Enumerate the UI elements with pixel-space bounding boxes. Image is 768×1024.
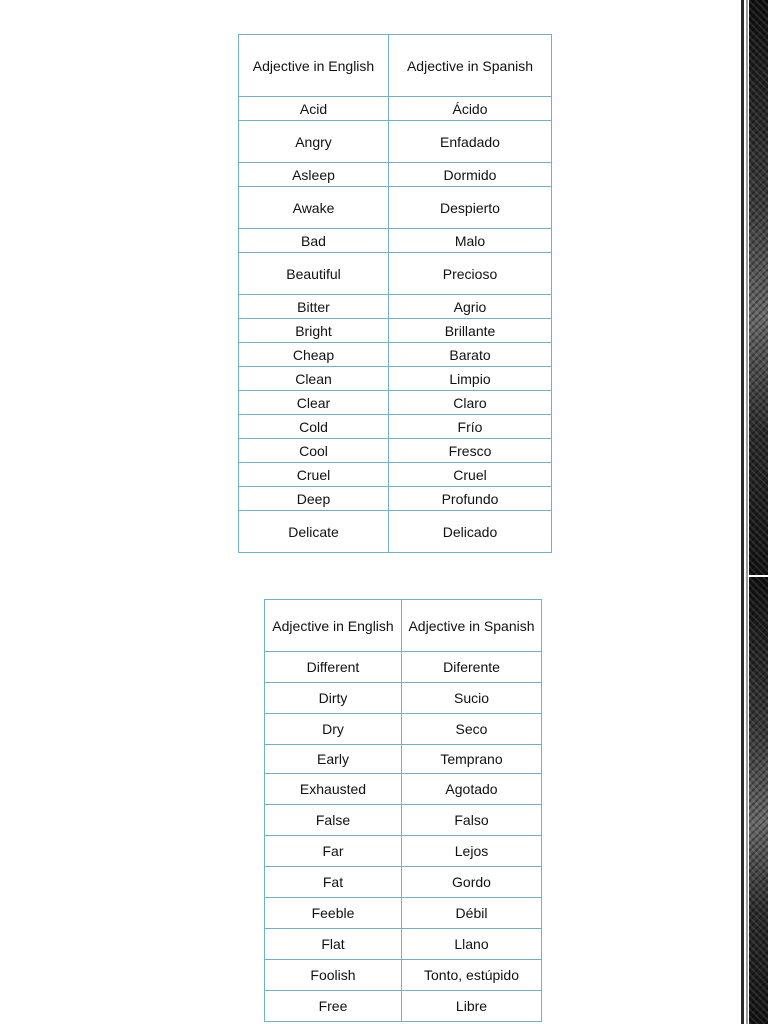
cell-spanish: Barato <box>389 343 552 367</box>
cell-spanish: Seco <box>402 714 542 745</box>
strip-texture-top <box>749 0 768 575</box>
cell-spanish: Temprano <box>402 745 542 774</box>
strip-inner-line <box>746 0 748 1024</box>
cell-spanish: Agrio <box>389 295 552 319</box>
cell-english: Dirty <box>265 683 402 714</box>
cell-spanish: Enfadado <box>389 121 552 163</box>
cell-spanish: Despierto <box>389 187 552 229</box>
cell-spanish: Falso <box>402 805 542 836</box>
cell-english: Early <box>265 745 402 774</box>
table-row <box>239 163 552 187</box>
cell-spanish: Gordo <box>402 867 542 898</box>
cell-english: Beautiful <box>239 253 389 295</box>
table-row <box>239 415 552 439</box>
table-row <box>239 463 552 487</box>
table-row <box>239 319 552 343</box>
cell-english: Foolish <box>265 960 402 991</box>
cell-english: Free <box>265 991 402 1022</box>
table-row <box>265 683 542 714</box>
cell-spanish: Llano <box>402 929 542 960</box>
cell-spanish: Fresco <box>389 439 552 463</box>
cell-spanish: Limpio <box>389 367 552 391</box>
table-row <box>239 187 552 229</box>
table-row <box>239 253 552 295</box>
header-english: Adjective in English <box>265 600 402 652</box>
cell-spanish: Profundo <box>389 487 552 511</box>
cell-spanish: Cruel <box>389 463 552 487</box>
cell-english: Exhausted <box>265 774 402 805</box>
table-row <box>239 97 552 121</box>
table-row <box>265 836 542 867</box>
cell-spanish: Delicado <box>389 511 552 553</box>
cell-english: Deep <box>239 487 389 511</box>
strip-border-line <box>741 0 744 1024</box>
cell-english: False <box>265 805 402 836</box>
cell-spanish: Frío <box>389 415 552 439</box>
table-row <box>239 367 552 391</box>
cell-spanish: Precioso <box>389 253 552 295</box>
cell-english: Different <box>265 652 402 683</box>
cell-english: Feeble <box>265 898 402 929</box>
cell-english: Clean <box>239 367 389 391</box>
cell-english: Cheap <box>239 343 389 367</box>
header-english: Adjective in English <box>239 35 389 97</box>
table-row <box>239 121 552 163</box>
cell-spanish: Ácido <box>389 97 552 121</box>
table-row <box>239 229 552 253</box>
table-row <box>265 898 542 929</box>
cell-english: Clear <box>239 391 389 415</box>
table-row <box>265 714 542 745</box>
header-spanish: Adjective in Spanish <box>402 600 542 652</box>
cell-spanish: Tonto, estúpido <box>402 960 542 991</box>
cell-english: Flat <box>265 929 402 960</box>
cell-english: Far <box>265 836 402 867</box>
table-row <box>239 343 552 367</box>
header-spanish: Adjective in Spanish <box>389 35 552 97</box>
cell-spanish: Brillante <box>389 319 552 343</box>
cell-spanish: Libre <box>402 991 542 1022</box>
table-header-row <box>239 35 552 97</box>
cell-spanish: Agotado <box>402 774 542 805</box>
cell-spanish: Dormido <box>389 163 552 187</box>
table-row <box>265 652 542 683</box>
decorative-side-strip <box>741 0 768 1024</box>
cell-spanish: Lejos <box>402 836 542 867</box>
table-header-row <box>265 600 542 652</box>
cell-english: Bitter <box>239 295 389 319</box>
cell-spanish: Malo <box>389 229 552 253</box>
table-row <box>265 929 542 960</box>
cell-english: Cold <box>239 415 389 439</box>
cell-spanish: Claro <box>389 391 552 415</box>
adjectives-table-1 <box>238 34 552 553</box>
cell-english: Awake <box>239 187 389 229</box>
cell-english: Acid <box>239 97 389 121</box>
strip-texture-bottom <box>749 577 768 1024</box>
cell-english: Cruel <box>239 463 389 487</box>
cell-english: Cool <box>239 439 389 463</box>
cell-english: Asleep <box>239 163 389 187</box>
table-row <box>239 439 552 463</box>
table-row <box>265 867 542 898</box>
cell-spanish: Débil <box>402 898 542 929</box>
cell-english: Dry <box>265 714 402 745</box>
table-row <box>239 487 552 511</box>
cell-english: Bright <box>239 319 389 343</box>
table-row <box>239 391 552 415</box>
cell-english: Angry <box>239 121 389 163</box>
cell-english: Fat <box>265 867 402 898</box>
table-row <box>265 805 542 836</box>
cell-spanish: Sucio <box>402 683 542 714</box>
table-row <box>239 295 552 319</box>
adjectives-table-2 <box>264 599 542 1022</box>
table-row <box>265 960 542 991</box>
table-row <box>265 991 542 1022</box>
table-row <box>265 774 542 805</box>
cell-spanish: Diferente <box>402 652 542 683</box>
cell-english: Bad <box>239 229 389 253</box>
table-row <box>239 511 552 553</box>
cell-english: Delicate <box>239 511 389 553</box>
table-row <box>265 745 542 774</box>
